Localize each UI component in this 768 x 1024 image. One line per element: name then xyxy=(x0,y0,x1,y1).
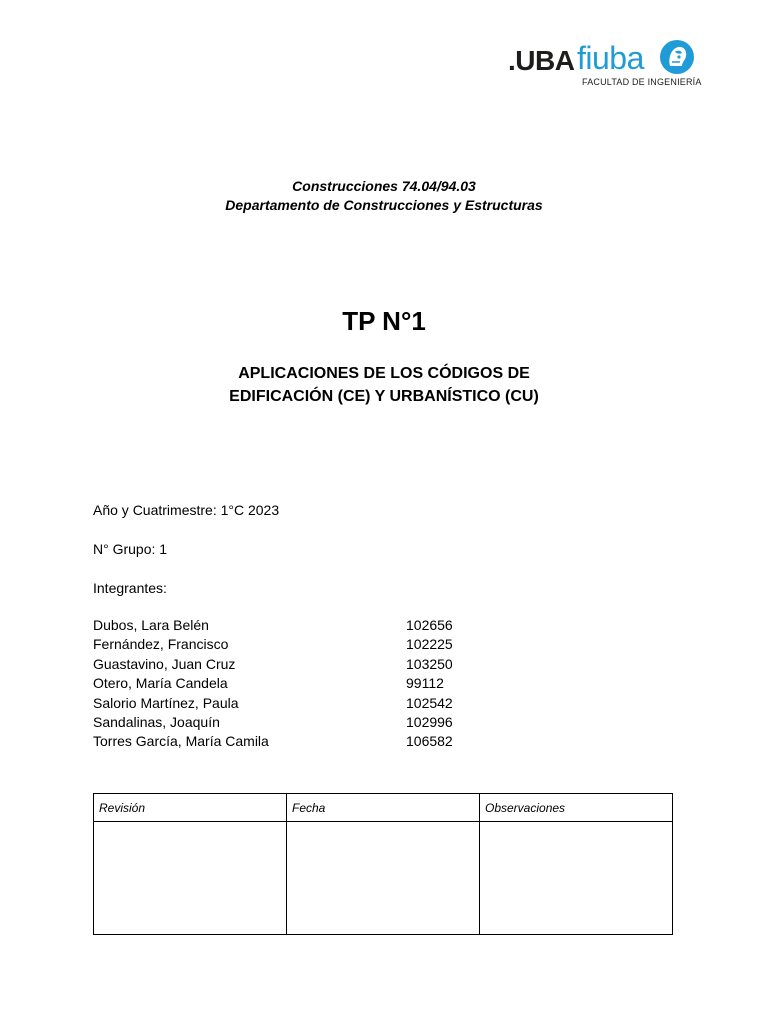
revision-table-header-row xyxy=(94,794,673,822)
logo-fiuba-text: fiuba xyxy=(577,40,644,76)
member-name: Salorio Martínez, Paula xyxy=(93,695,239,711)
subtitle-line-1: APLICACIONES DE LOS CÓDIGOS DE xyxy=(238,365,530,382)
revision-table xyxy=(93,793,673,935)
revision-cell xyxy=(94,822,287,935)
logo-uba-text: .UBA xyxy=(508,45,575,76)
department-name: Departamento de Construcciones y Estructuras xyxy=(225,197,543,213)
member-row xyxy=(93,694,473,713)
member-id: 102996 xyxy=(406,714,453,730)
member-id: 102656 xyxy=(406,617,453,633)
fiuba-logo xyxy=(508,38,702,90)
member-id: 99112 xyxy=(406,675,444,691)
member-id: 102225 xyxy=(406,636,453,652)
member-id: 102542 xyxy=(406,695,453,711)
course-code: Construcciones 74.04/94.03 xyxy=(292,178,476,194)
member-row xyxy=(93,732,473,751)
members-label: Integrantes: xyxy=(93,580,167,596)
member-id: 106582 xyxy=(406,733,453,749)
member-name: Otero, María Candela xyxy=(93,675,228,691)
member-row xyxy=(93,674,473,693)
member-id: 103250 xyxy=(406,656,453,672)
date-cell xyxy=(287,822,480,935)
member-row xyxy=(93,635,473,654)
observations-column-header: Observaciones xyxy=(480,794,673,822)
date-column-header: Fecha xyxy=(287,794,480,822)
member-name: Dubos, Lara Belén xyxy=(93,617,209,633)
member-name: Torres García, María Camila xyxy=(93,733,269,749)
period-text: Año y Cuatrimestre: 1°C 2023 xyxy=(93,502,280,518)
member-row xyxy=(93,655,473,674)
member-row xyxy=(93,616,473,635)
observations-cell xyxy=(480,822,673,935)
revision-table-row xyxy=(94,822,673,935)
member-name: Sandalinas, Joaquín xyxy=(93,714,220,730)
document-title: TP N°1 xyxy=(342,306,426,336)
subtitle-line-2: EDIFICACIÓN (CE) Y URBANÍSTICO (CU) xyxy=(229,388,539,405)
fiuba-emblem-icon xyxy=(658,38,696,76)
revision-column-header: Revisión xyxy=(94,794,287,822)
logo-faculty-text: FACULTAD DE INGENIERÍA xyxy=(582,77,702,87)
member-row xyxy=(93,713,473,732)
member-name: Fernández, Francisco xyxy=(93,636,229,652)
group-text: N° Grupo: 1 xyxy=(93,541,168,557)
member-name: Guastavino, Juan Cruz xyxy=(93,656,236,672)
